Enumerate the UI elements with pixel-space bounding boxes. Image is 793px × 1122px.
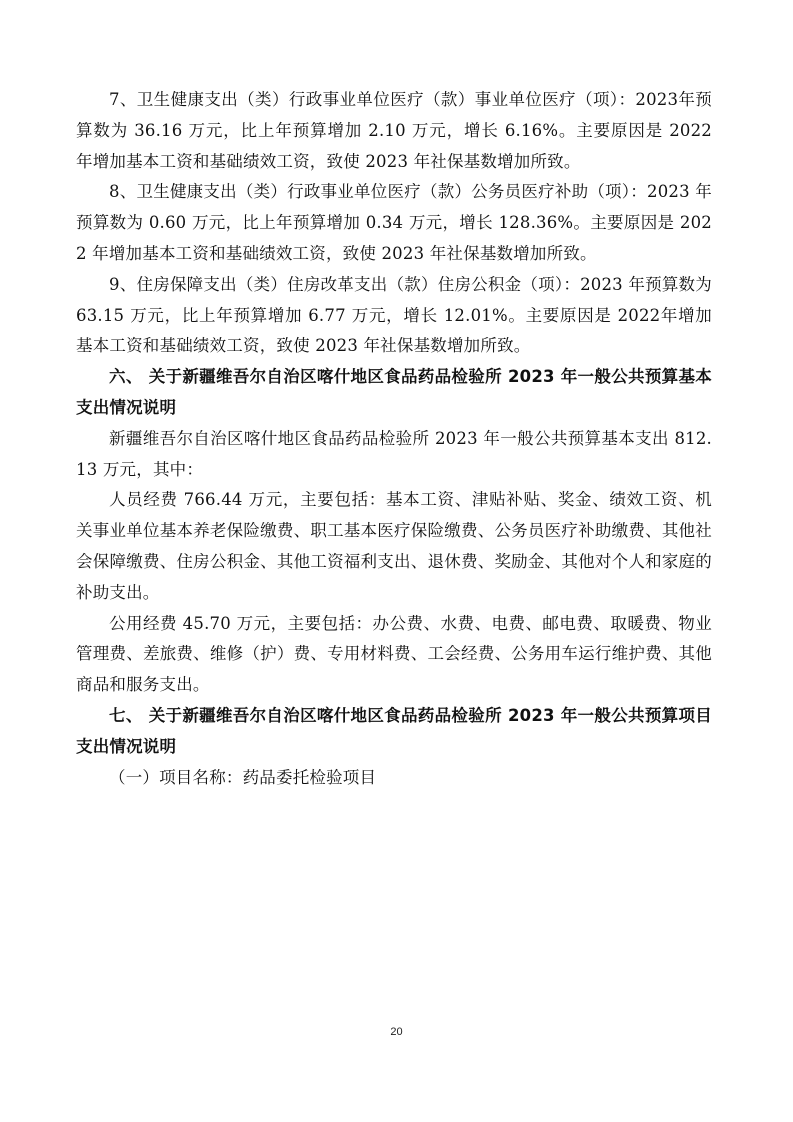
paragraph-personnel-expenses: 人员经费 766.44 万元，主要包括：基本工资、津贴补贴、奖金、绩效工资、机关事业单位基本养老保险缴费、职工基本医疗保险缴费、公务员医疗补助缴费、其他社会保障缴费、住房公积金、其他工资福利支出、退休费、奖励金、其他对个人和家庭的补助支出。 [76, 490, 712, 602]
paragraph-project-name: （一）项目名称：药品委托检验项目 [109, 767, 377, 787]
section-heading-six: 六、 关于新疆维吾尔自治区喀什地区食品药品检验所 2023 年一般公共预算基本支出情况说明 [76, 367, 712, 417]
paragraph-item-9: 9、住房保障支出（类）住房改革支出（款）住房公积金（项）：2023 年预算数为 63.15 万元，比上年预算增加 6.77 万元，增长 12.01%。主要原因是 2022年增加基本工资和基础绩效工资，致使 2023 年社保基数增加所致。 [76, 274, 712, 356]
section-heading-seven: 七、 关于新疆维吾尔自治区喀什地区食品药品检验所 2023 年一般公共预算项目支出情况说明 [76, 705, 712, 756]
document-body [76, 85, 712, 793]
paragraph-basic-expenditure: 新疆维吾尔自治区喀什地区食品药品检验所 2023 年一般公共预算基本支出 812.13 万元，其中： [76, 428, 712, 479]
page-number: 20 [390, 1026, 403, 1038]
paragraph-public-expenses: 公用经费 45.70 万元，主要包括：办公费、水费、电费、邮电费、取暖费、物业管理费、差旅费、维修（护）费、专用材料费、工会经费、公务用车运行维护费、其他商品和服务支出。 [76, 613, 712, 695]
paragraph-item-8: 8、卫生健康支出（类）行政事业单位医疗（款）公务员医疗补助（项）：2023 年预算数为 0.60 万元，比上年预算增加 0.34 万元，增长 128.36%。主要原因是 2022 年增加基本工资和基础绩效工资，致使 2023 年社保基数增加所致。 [76, 182, 712, 263]
paragraph-item-7: 7、卫生健康支出（类）行政事业单位医疗（款）事业单位医疗（项）：2023年预算数为 36.16 万元，比上年预算增加 2.10 万元，增长 6.16%。主要原因是 2022 年增加基本工资和基础绩效工资，致使 2023 年社保基数增加所致。 [76, 90, 712, 171]
